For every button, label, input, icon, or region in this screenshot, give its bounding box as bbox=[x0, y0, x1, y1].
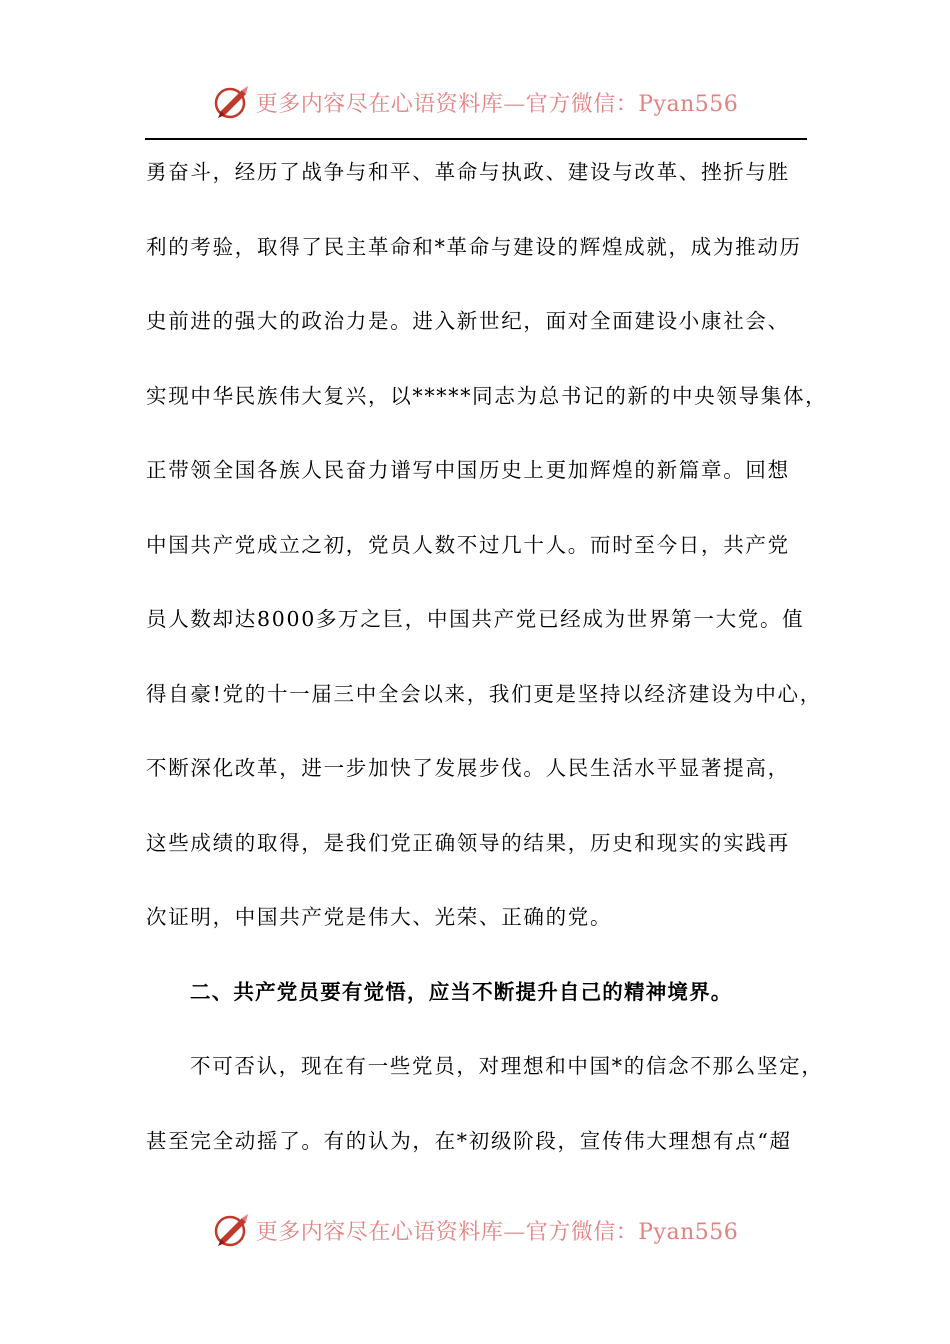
pen-logo-icon bbox=[212, 82, 252, 122]
header-contact: 官方微信：Pyan556 bbox=[525, 91, 739, 117]
body-line: 甚至完全动摇了。有的认为，在*初级阶段，宣传伟大理想有点“超 bbox=[146, 1128, 792, 1153]
header-banner bbox=[0, 80, 950, 124]
footer-banner bbox=[0, 1208, 950, 1252]
body-line: 正带领全国各族人民奋力谱写中国历史上更加辉煌的新篇章。回想 bbox=[146, 458, 790, 482]
body-line: 得自豪!党的十一届三中全会以来，我们更是坚持以经济建设为中心， bbox=[146, 681, 822, 706]
header-rule bbox=[145, 138, 807, 140]
body-line: 史前进的强大的政治力是。进入新世纪，面对全面建设小康社会、 bbox=[146, 309, 790, 333]
section-heading: 二、共产党员要有觉悟，应当不断提升自己的精神境界。 bbox=[190, 979, 733, 1004]
footer-brand: 更多内容尽在心语资料库 bbox=[255, 1219, 504, 1245]
header-separator: — bbox=[503, 91, 526, 117]
document-body bbox=[146, 150, 826, 1193]
body-line: 不断深化改革，进一步加快了发展步伐。人民生活水平显著提高， bbox=[146, 756, 790, 780]
body-line: 次证明，中国共产党是伟大、光荣、正确的党。 bbox=[146, 905, 613, 929]
footer-separator: — bbox=[503, 1219, 526, 1245]
footer-contact: 官方微信：Pyan556 bbox=[525, 1219, 739, 1245]
body-line: 勇奋斗，经历了战争与和平、革命与执政、建设与改革、挫折与胜 bbox=[146, 160, 790, 184]
header-brand: 更多内容尽在心语资料库 bbox=[255, 91, 504, 117]
body-line: 实现中华民族伟大复兴，以*****同志为总书记的新的中央领导集体， bbox=[146, 383, 828, 408]
body-line: 利的考验，取得了民主革命和*革命与建设的辉煌成就，成为推动历 bbox=[146, 234, 802, 259]
pen-logo-icon bbox=[212, 1210, 252, 1250]
body-line: 员人数却达8000多万之巨，中国共产党已经成为世界第一大党。值 bbox=[146, 607, 805, 631]
body-line: 这些成绩的取得，是我们党正确领导的结果，历史和现实的实践再 bbox=[146, 830, 790, 855]
body-line: 中国共产党成立之初，党员人数不过几十人。而时至今日，共产党 bbox=[146, 532, 790, 557]
body-line: 不可否认，现在有一些党员，对理想和中国*的信念不那么坚定， bbox=[190, 1054, 824, 1078]
